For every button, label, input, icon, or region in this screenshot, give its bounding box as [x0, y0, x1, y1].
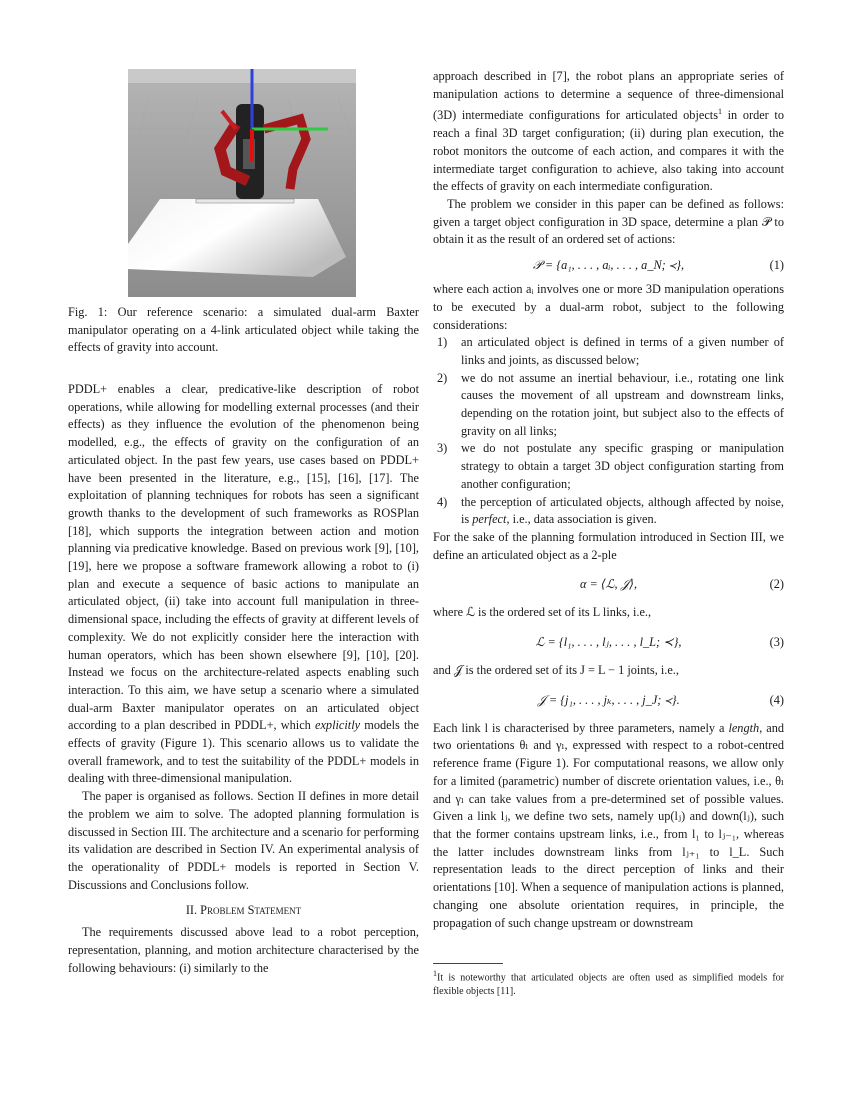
equation-3 — [433, 632, 784, 652]
equation-body: 𝒫 = {a₁, . . . , aᵢ, . . . , a_N; ≺}, — [532, 258, 685, 273]
footnote — [433, 967, 784, 999]
list-number: 3) — [437, 441, 448, 456]
approach-paragraph — [433, 68, 784, 196]
joints-paragraph: and 𝒥 is the ordered set of its J = L − 1 joints, i.e., — [433, 663, 679, 678]
list-item — [437, 440, 784, 493]
list-text: we do not postulate any specific grasping or manipulation strategy to obtain a target 3D object configuration starting from another configuration; — [461, 441, 784, 491]
equation-number: (3) — [769, 635, 784, 650]
figure-caption: Fig. 1: Our reference scenario: a simulated dual-arm Baxter manipulator operating on a 4-link articulated object while taking the effects of gravity into account. — [68, 305, 419, 355]
equation-4 — [433, 690, 784, 710]
footnote-text: It is noteworthy that articulated objects are often used as simplified models for flexible objects [11]. — [433, 972, 784, 998]
link-parameters-paragraph — [433, 720, 784, 932]
emphasis: length — [728, 720, 760, 735]
actions-paragraph: where each action aᵢ involves one or more 3D manipulation operations to be executed by a dual-arm robot, subject to the following considerations: — [433, 282, 784, 332]
right-column — [433, 68, 784, 932]
left-column — [68, 381, 419, 977]
considerations-list — [433, 334, 784, 529]
footnote-mark: 1 — [433, 969, 437, 978]
equation-2 — [433, 574, 784, 594]
links-paragraph: where ℒ is the ordered set of its L links, i.e., — [433, 605, 652, 620]
definition-paragraph: For the sake of the planning formulation introduced in Section III, we define an articulated object as a 2-ple — [433, 529, 784, 562]
list-text: the perception of articulated objects, although affected by noise, is — [461, 494, 784, 527]
list-number: 2) — [437, 370, 448, 385]
equation-number: (2) — [769, 577, 784, 592]
equation-body: ℒ = {l₁, . . . , lⱼ, . . . , l_L; ≺}, — [535, 635, 682, 650]
list-item — [437, 494, 784, 529]
text: Each link l is characterised by three parameters, namely a — [433, 720, 729, 735]
problem-paragraph: The problem we consider in this paper can be defined as follows: given a target object configuration in 3D space, determine a plan 𝒫 to obtain it as the result of an ordered set of actions: — [433, 197, 784, 247]
list-item — [437, 334, 784, 369]
footnote-ref: 1 — [717, 107, 722, 117]
list-text: , i.e., data association is given. — [506, 512, 657, 527]
robot-scene-image — [128, 69, 356, 297]
requirements-paragraph: The requirements discussed above lead to a robot perception, representation, planning, and motion architecture characterised by the following behaviours: (i) similarly to the — [68, 925, 419, 975]
equation-body: 𝒥 = {j₁, . . . , jₖ, . . . , j_J; ≺}. — [537, 692, 680, 707]
text: PDDL+ enables a clear, predicative-like description of robot operations, while allowing for modelling external processes (and their effects) as they influence the evolution of the phenomenon being modelled, e.g., the effects of gravity on the configuration of an articulated object. In the past few years, use cases based on PDDL+ have been presented in the literature, e.g., [15], [16], [17]. The exploitation of planning techniques for robots has seen a significant growth thanks to the development of such frameworks as ROSPlan [18], which supports the integration between action and motion planning via predicative knowledge. Based on previous work [9], [10], [19], here we propose a software framework allowing a robot to (i) plan and execute a sequence of basic actions to manipulate an articulated object, (ii) take into account full manipulation in three-dimensional space, including the effects of gravity at different levels of complexity. We do not explicitly consider here the interaction with human operators, which has been shown elsewhere [9], [10], [20]. Instead we focus on the architecture-related aspects enabling such interaction. To this aim, we have setup a scenario where a simulated dual-arm Baxter manipulator operates on an articulated object according to a plan described in PDDL+, which — [68, 382, 419, 733]
emphasis: explicitly — [315, 718, 361, 733]
equation-number: (4) — [769, 692, 784, 707]
text: models the effects of gravity (Figure 1). This scenario allows us to validate the overall framework, and to test the suitability of the PDDL+ models in dealing with three-dimensional manipulation. — [68, 718, 419, 786]
text: , and two orientations θₗ and γₗ, expressed with respect to a robot-centred reference frame (Figure 1). For computational reasons, we allow only for a limited (parametric) number of discrete orientation values, i.e., θₗ and γₗ can take values from a pre-determined set of possible values. Given a link lⱼ, we define two sets, namely up(lⱼ) and down(lⱼ), such that the former contains upstream links, i.e., from l₁ to lⱼ₋₁, whereas the latter includes downstream links from lⱼ₊₁ to l_L. Such representation leads to the direct perception of links and their orientations [10]. When a sequence of manipulation actions is planned, changing one absolute orientation requires, in principle, the propagation of such change upstream or downstream — [433, 720, 784, 930]
list-number: 4) — [437, 494, 448, 509]
equation-body: α = ⟨ℒ, 𝒥⟩, — [579, 577, 638, 592]
equation-number: (1) — [769, 258, 784, 273]
list-text: an articulated object is defined in terms of a given number of links and joints, as discussed below; — [461, 335, 784, 367]
text: in order to reach a final 3D target configuration; (ii) during plan execution, the robot monitors the outcome of each action, and compares it with the intermediate target configuration to achieve, also taking into account the effects of gravity on each intermediate configuration. — [433, 108, 784, 194]
list-number: 1) — [437, 335, 448, 350]
section-heading: II. Problem Statement — [185, 903, 302, 918]
equation-1 — [433, 255, 784, 275]
figure-baxter-scenario — [128, 69, 356, 297]
emphasis: perfect — [472, 512, 507, 527]
organisation-paragraph: The paper is organised as follows. Section II defines in more detail the problem we aim to solve. The adopted planning formulation is discussed in Section III. The architecture and a scenario for performing its validation are described in Section IV. An experimental analysis of the operationality of PDDL+ models is reported in Section V. Discussions and Conclusions follow. — [68, 789, 419, 892]
text: approach described in [7], the robot plans an appropriate series of manipulation actions to determine a sequence of three-dimensional (3D) intermediate configurations for articulated objects — [433, 69, 784, 123]
list-text: we do not assume an inertial behaviour, i.e., rotating one link causes the movement of all upstream and downstream links, depending on the rotation joint, but subject also to the effects of gravity on all links; — [461, 370, 784, 438]
footnote-divider — [433, 963, 503, 964]
intro-paragraph — [68, 381, 419, 788]
list-item — [437, 370, 784, 441]
